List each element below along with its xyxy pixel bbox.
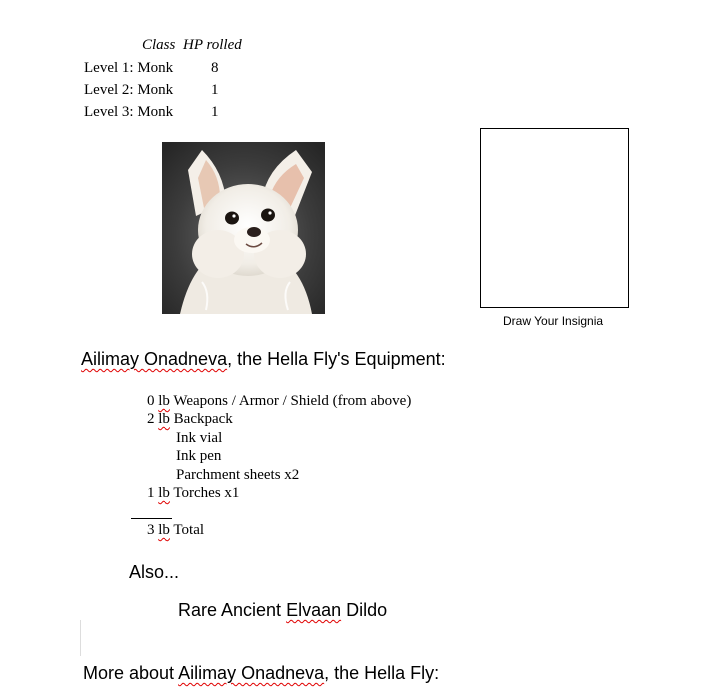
total-divider-line [131, 518, 172, 519]
more-about-suffix: , the Hella Fly: [324, 663, 440, 683]
equipment-item-weapons [147, 393, 411, 410]
hp-row-2-value: 1 [211, 82, 219, 98]
item-unit: lb [158, 393, 170, 409]
also-item-suffix: Dildo [341, 600, 388, 620]
more-about-prefix: More about [83, 663, 179, 683]
equipment-heading [81, 349, 446, 370]
equipment-heading-rest: , the Hella Fly's Equipment: [227, 349, 446, 369]
backpack-content-item: Parchment sheets x2 [176, 467, 300, 483]
item-weight: 2 [147, 411, 155, 427]
margin-marker-line [80, 620, 81, 656]
backpack-content-item: Ink vial [176, 430, 223, 446]
hp-row-2-level: Level 2: Monk [84, 82, 174, 98]
character-portrait [162, 142, 325, 314]
insignia-label: Draw Your Insignia [503, 314, 604, 328]
hp-header-hp: HP rolled [183, 37, 242, 53]
backpack-content-item: Ink pen [176, 448, 222, 464]
equipment-item-torches [147, 485, 239, 502]
item-name: Torches x1 [173, 485, 240, 501]
item-name: Weapons / Armor / Shield (from above) [173, 393, 412, 409]
also-item-word: Elvaan [286, 600, 342, 620]
insignia-drawing-box[interactable] [480, 128, 629, 308]
hp-row-3-value: 1 [211, 104, 219, 120]
also-item [178, 600, 387, 621]
item-unit: lb [158, 411, 170, 427]
total-label: Total [173, 522, 205, 538]
item-name: Backpack [173, 411, 233, 427]
total-weight: 3 [147, 522, 155, 538]
also-item-prefix: Rare Ancient [178, 600, 287, 620]
hp-row-3-level: Level 3: Monk [84, 104, 174, 120]
item-weight: 1 [147, 485, 155, 501]
total-unit: lb [158, 522, 170, 538]
equipment-heading-name: Ailimay Onadneva [81, 349, 228, 369]
more-about-name: Ailimay Onadneva [178, 663, 325, 683]
hp-header-class: Class [142, 37, 176, 53]
equipment-item-backpack [147, 411, 233, 428]
item-weight: 0 [147, 393, 155, 409]
chihuahua-portrait-image [162, 142, 325, 314]
hp-row-1-value: 8 [211, 60, 219, 76]
equipment-total [147, 522, 204, 539]
more-about-heading [83, 663, 439, 684]
hp-row-1-level: Level 1: Monk [84, 60, 174, 76]
item-unit: lb [158, 485, 170, 501]
also-label: Also... [129, 562, 180, 582]
